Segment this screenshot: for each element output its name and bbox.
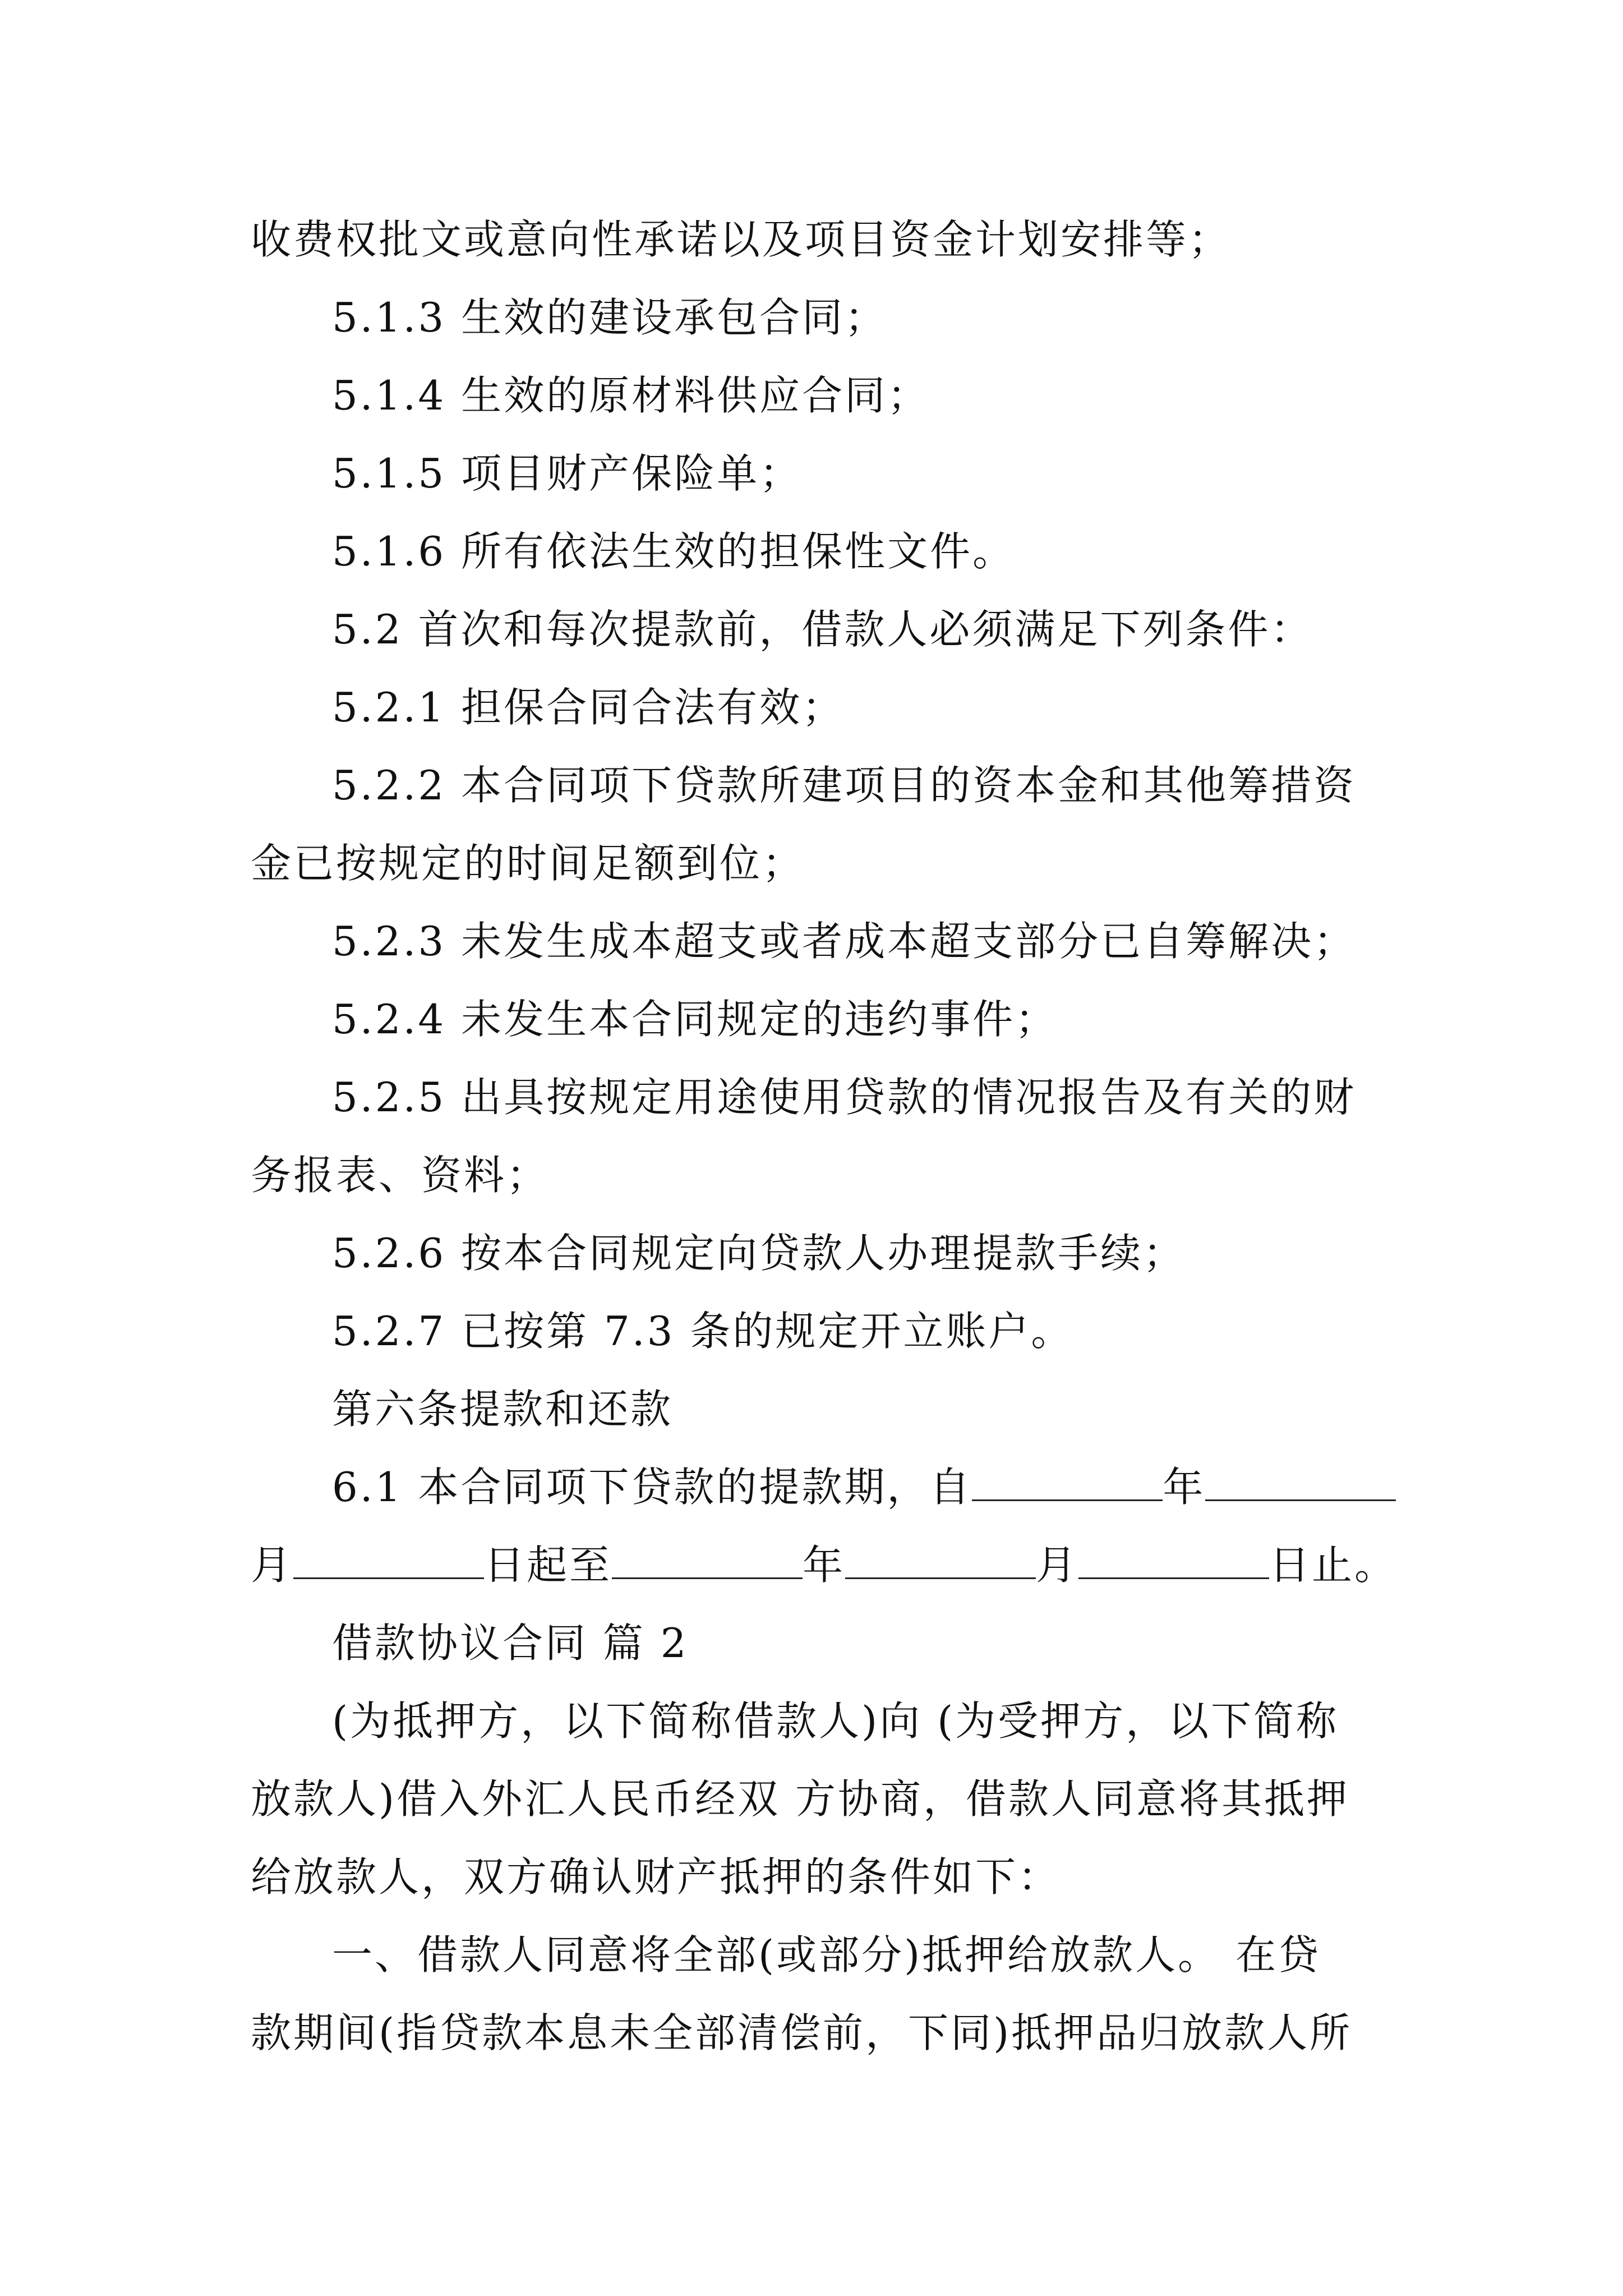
text-line: 5.2.5 出具按规定用途使用贷款的情况报告及有关的财 (332, 1074, 1357, 1121)
clause-prefix: 6.1 本合同项下贷款的提款期，自 (332, 1464, 972, 1511)
blank-field (612, 1543, 803, 1579)
text-line: 金已按规定的时间足额到位； (251, 840, 805, 887)
blank-field (293, 1543, 484, 1579)
text-line: 5.1.5 项目财产保险单； (332, 450, 803, 497)
text-line: 5.1.3 生效的建设承包合同； (332, 294, 888, 341)
text-line: 一、借款人同意将全部(或部分)抵押给放款人。 在贷 (332, 1931, 1321, 1978)
text-line: 款期间(指贷款本息未全部清偿前，下同)抵押品归放款人所 (251, 2009, 1353, 2056)
clause-day-from-label: 日起至 (484, 1542, 612, 1589)
text-line: 5.1.6 所有依法生效的担保性文件。 (332, 528, 1016, 575)
clause-year2-label: 年 (803, 1542, 846, 1589)
text-line: 收费权批文或意向性承诺以及项目资金计划安排等； (251, 216, 1232, 263)
blank-field (1205, 1465, 1396, 1501)
clause-month-label: 月 (251, 1542, 294, 1589)
blank-field (972, 1465, 1163, 1501)
clause-month2-label: 月 (1036, 1542, 1079, 1589)
section-title: 借款协议合同 篇 2 (332, 1619, 689, 1667)
clause-year-label: 年 (1163, 1464, 1206, 1511)
clause-end-label: 日止。 (1269, 1542, 1398, 1589)
text-line: 5.1.4 生效的原材料供应合同； (332, 372, 930, 419)
text-line: 5.2.3 未发生成本超支或者成本超支部分已自筹解决； (332, 918, 1357, 965)
text-line: 5.2.6 按本合同规定向贷款人办理提款手续； (332, 1230, 1186, 1277)
clause-6-1-line1 (332, 1459, 1378, 1515)
clause-6-1-line2 (251, 1537, 1398, 1593)
text-line: 5.2.4 未发生本合同规定的违约事件； (332, 996, 1058, 1043)
blank-field (845, 1543, 1036, 1579)
text-line: 放款人)借入外汇人民币经双 方协商，借款人同意将其抵押 (251, 1775, 1349, 1823)
text-line: 5.2 首次和每次提款前，借款人必须满足下列条件： (332, 606, 1313, 653)
text-line: 5.2.1 担保合同合法有效； (332, 684, 845, 731)
text-line: 给放款人，双方确认财产抵押的条件如下： (251, 1853, 1061, 1901)
blank-field (1078, 1543, 1269, 1579)
text-line: 5.2.2 本合同项下贷款所建项目的资本金和其他筹措资 (332, 762, 1357, 809)
text-line: (为抵押方，以下简称借款人)向 (为受押方，以下简称 (332, 1697, 1339, 1745)
text-line: 5.2.7 已按第 7.3 条的规定开立账户。 (332, 1308, 1074, 1355)
text-line: 第六条提款和还款 (332, 1386, 674, 1433)
text-line: 务报表、资料； (251, 1152, 550, 1199)
